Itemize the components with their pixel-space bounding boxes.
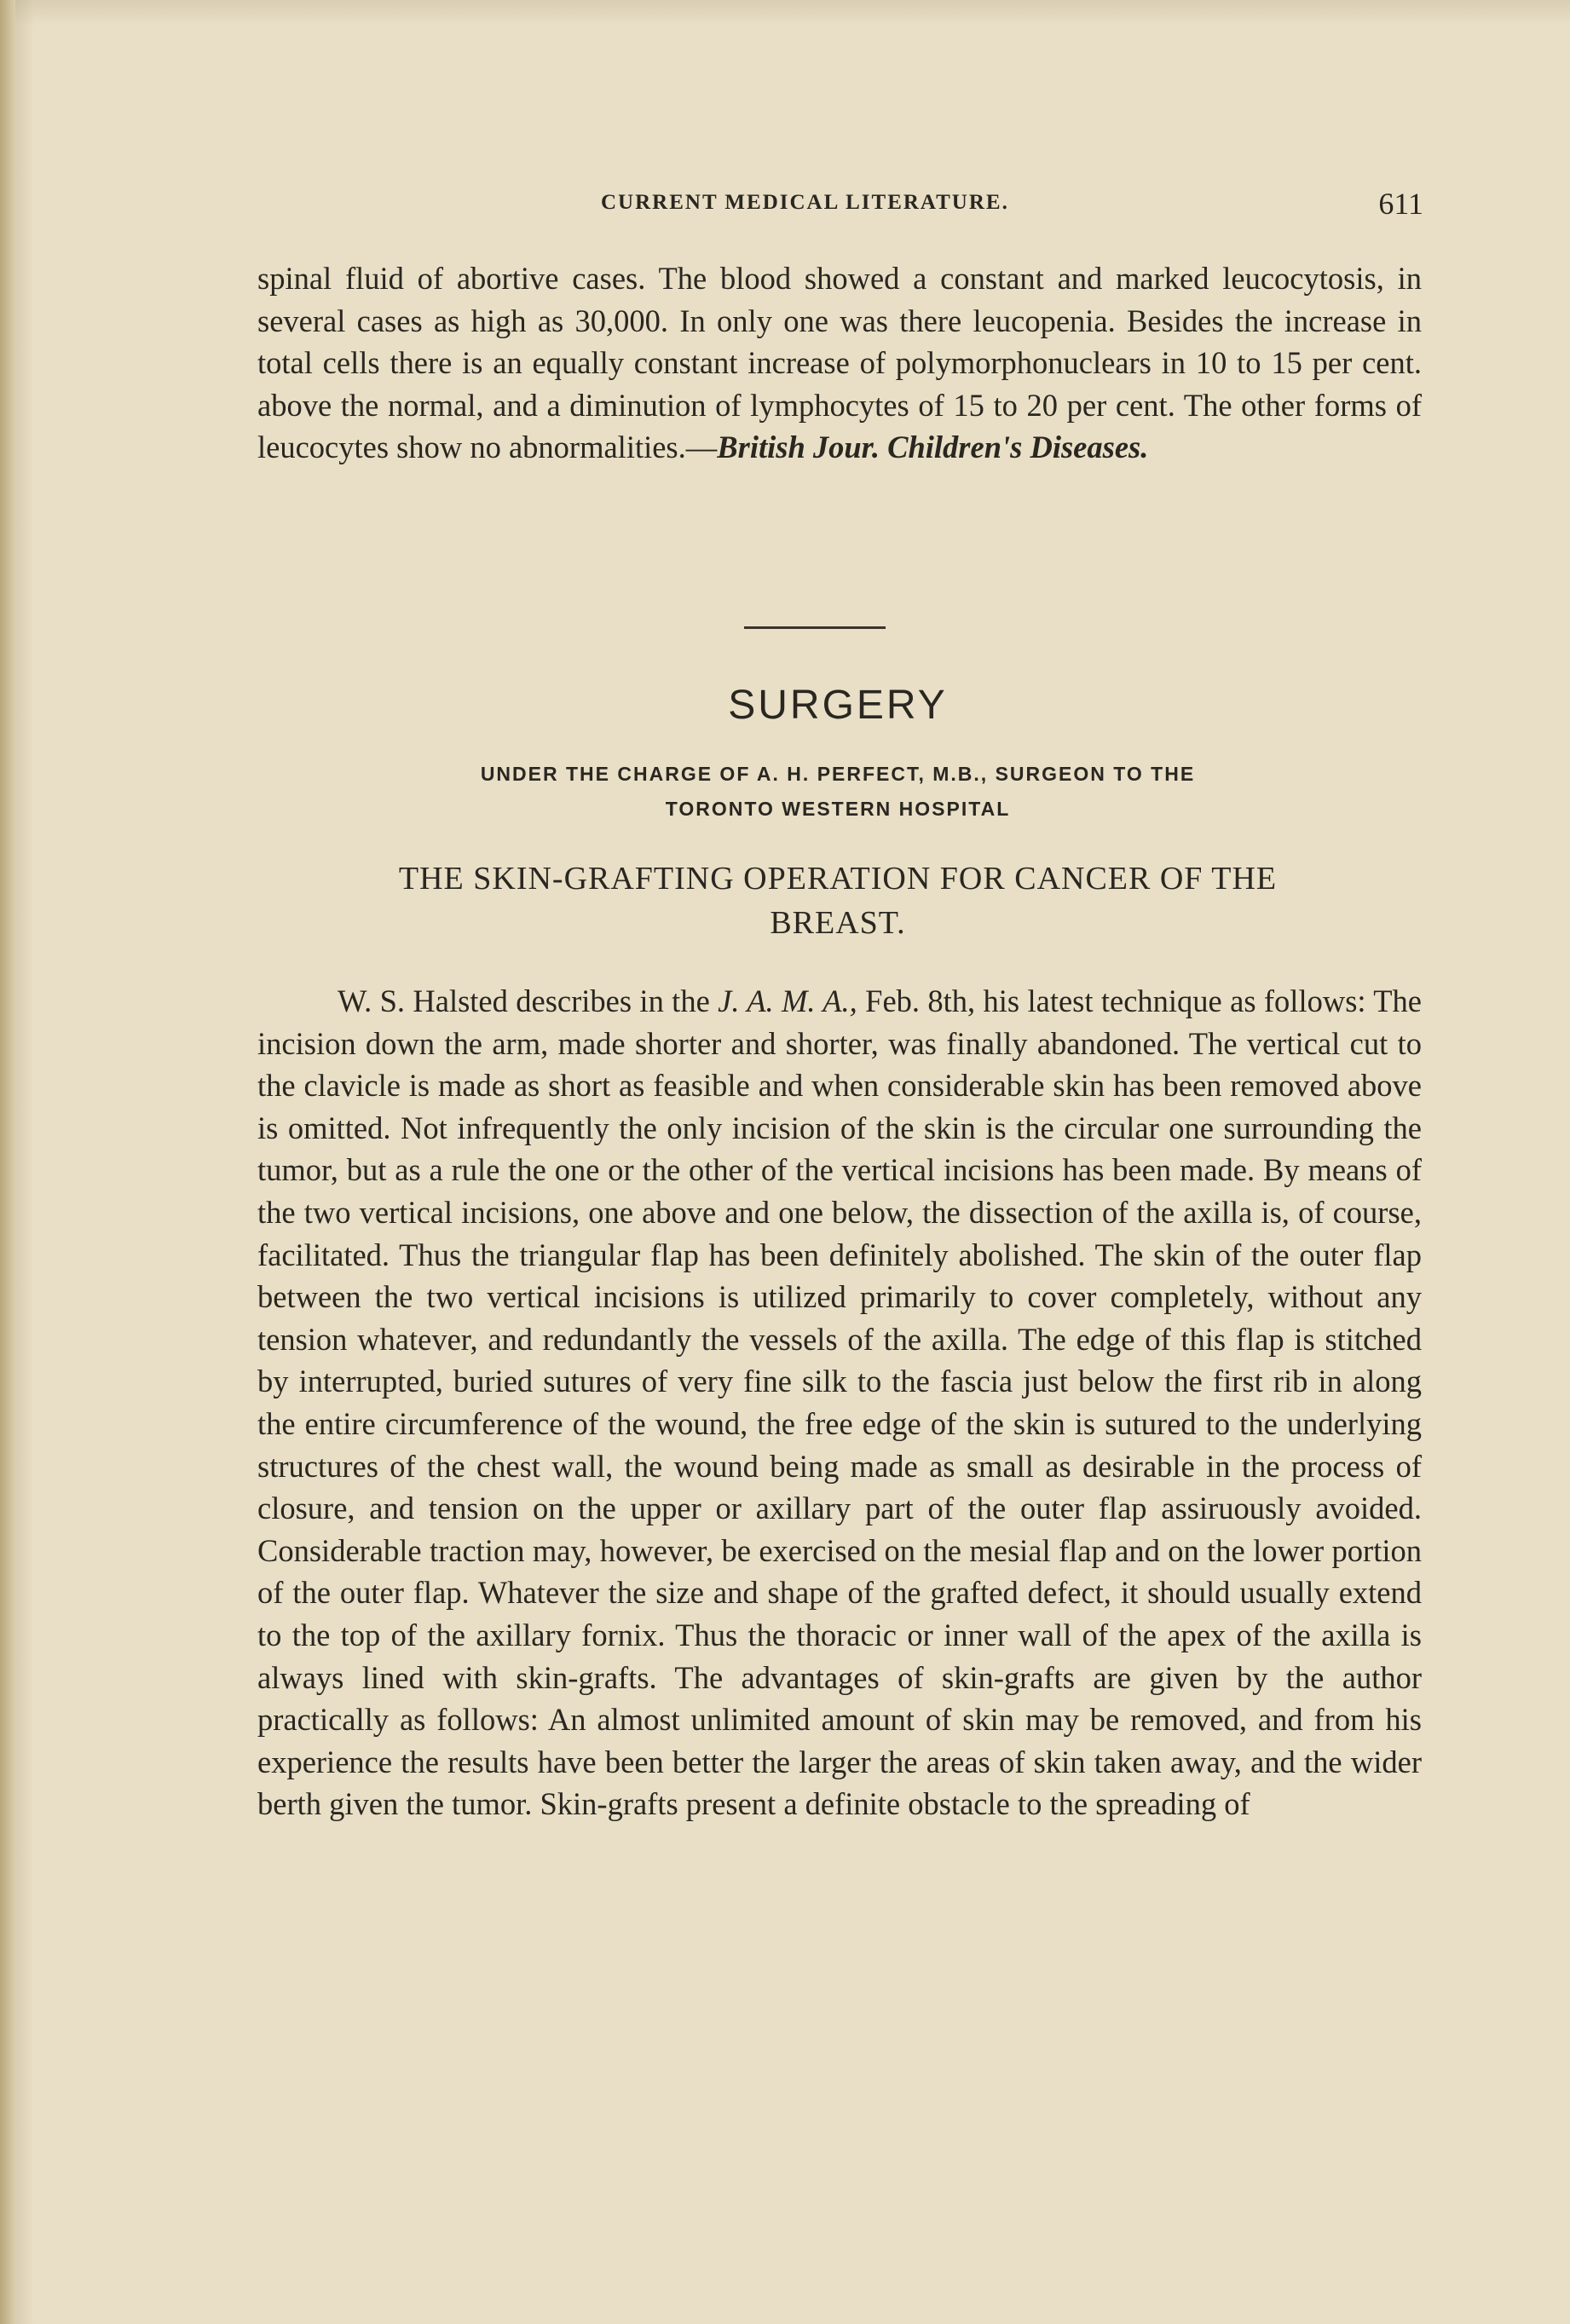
article-body [257,980,1422,1825]
section-divider [744,626,886,629]
article-intro: W. S. Halsted describes in the [338,983,710,1018]
article-title-line-2: BREAST. [770,905,906,941]
section-subtitle [256,757,1420,827]
page-binding-edge [0,0,15,2324]
page-header [256,186,1423,234]
section-title: SURGERY [728,683,948,728]
article-title [256,856,1420,945]
paragraph-continued [257,257,1422,469]
section-subtitle-line-2: TORONTO WESTERN HOSPITAL [665,798,1011,820]
article-title-line-1: THE SKIN-GRAFTING OPERATION FOR CANCER OF THE [398,861,1278,897]
section-subtitle-line-1: UNDER THE CHARGE OF A. H. PERFECT, M.B., SURGEON TO THE [480,763,1196,785]
citation-source: British Jour. Children's Diseases. [717,430,1149,465]
paragraph-text: spinal fluid of abortive cases. The blood showed a constant and marked leucocytosis, in several cases as high as 30,000. In only one was there leucopenia. Besides the increase in total cells there is an equally constant increase of polymorphonuclears in 10 to 15 per cent. above the normal, and a diminution of lymphocytes of 15 to 20 per cent. The other forms of leucocytes show no abnormalities.— [257,261,1422,465]
journal-name: J. A. M. A., [718,983,857,1018]
running-head: CURRENT MEDICAL LITERATURE. [601,191,1009,214]
page-number: 611 [1378,187,1423,221]
article-body-text: Feb. 8th, his latest technique as follows: The incision down the arm, made shorter and shorter, was finally abandoned. The vertical cut to the clavicle is made as short as feasible and when considerable skin has been removed above is omitted. Not infrequently the only incision of the skin is the circular one surrounding the tumor, but as a rule the one or the other of the vertical incisions has been made. By means of the two vertical incisions, one above and one below, the dissection of the axilla is, of course, facilitated. Thus the triangular flap has been definitely abolished. The skin of the outer flap between the two vertical incisions is utilized primarily to cover completely, without any tension whatever, and redundantly the vessels of the axilla. The edge of this flap is stitched by interrupted, buried sutures of very fine silk to the fascia just below the first rib in along the entire circumference of the wound, the free edge of the skin is sutured to the underlying structures of the chest wall, the wound being made as small as desirable in the process of closure, and tension on the upper or axillary part of the outer flap assiruously avoided. Considerable traction may, however, be exercised on the mesial flap and on the lower portion of the outer flap. Whatever the size and shape of the grafted defect, it should usually extend to the top of the axillary fornix. Thus the thoracic or inner wall of the apex of the axilla is always lined with skin-grafts. The advantages of skin-grafts are given by the author practically as follows: An almost unlimited amount of skin may be removed, and from his experience the results have been better the larger the areas of skin taken away, and the wider berth given the tumor. Skin-grafts present a definite obstacle to the spreading of [257,983,1422,1822]
